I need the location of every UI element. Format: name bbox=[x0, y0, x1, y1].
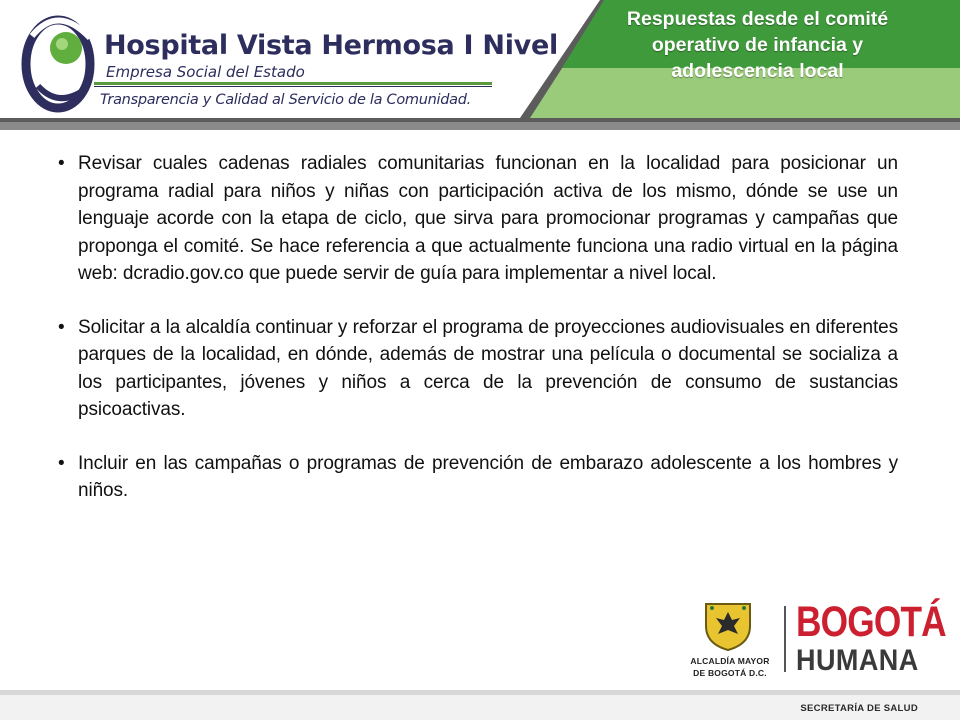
bullet-item bbox=[58, 450, 898, 505]
alcaldia-line-2: DE BOGOTÁ D.C. bbox=[693, 668, 767, 678]
bullet-marker: • bbox=[58, 452, 65, 474]
bullet-text: Incluir en las campañas o programas de prevención de embarazo adolescente a los hombres y niños. bbox=[78, 452, 898, 501]
bullet-text: Revisar cuales cadenas radiales comunitarias funcionan en la localidad para posicionar un programa radial para niños y niñas con participación activa de los mismo, dónde se use un lenguaje acorde con la etapa de ciclo, que sirva para promocionar programas y campañas que proponga el comité. Se hace referencia a que actualmente funciona una radio virtual en la página web: dcradio.gov.co que puede servir de guía para implementar a nivel local. bbox=[78, 153, 898, 284]
bogota-coat-of-arms-icon bbox=[700, 600, 756, 652]
logo-divider bbox=[784, 606, 786, 672]
alcaldia-line-1: ALCALDÍA MAYOR bbox=[690, 656, 770, 666]
bullet-item bbox=[58, 150, 898, 288]
bullet-marker: • bbox=[58, 316, 65, 338]
bullet-text: Solicitar a la alcaldía continuar y reforzar el programa de proyecciones audiovisuales en diferentes parques de la localidad, en dónde, además de mostrar una película o documental se socializa a los participantes, jóvenes y niños a cerca de la prevención de consumo de sustancias psicoactivas. bbox=[78, 316, 898, 420]
hospital-subtitle: Empresa Social del Estado bbox=[106, 63, 305, 81]
hospital-name: Hospital Vista Hermosa I Nivel bbox=[104, 30, 558, 61]
slide-header bbox=[0, 0, 960, 130]
bullet-item bbox=[58, 314, 898, 424]
bullet-list bbox=[58, 150, 898, 531]
footer-logos bbox=[680, 592, 946, 692]
section-title: Respuestas desde el comité operativo de infancia y adolescencia local bbox=[626, 8, 889, 82]
hospital-tagline: Transparencia y Calidad al Servicio de la Comunidad. bbox=[100, 92, 471, 108]
bullet-marker: • bbox=[58, 153, 65, 174]
bogota-wordmark: BOGOTÁ bbox=[796, 598, 946, 646]
humana-wordmark: HUMANA bbox=[796, 644, 919, 677]
secretaria-label: SECRETARÍA DE SALUD bbox=[800, 703, 918, 714]
